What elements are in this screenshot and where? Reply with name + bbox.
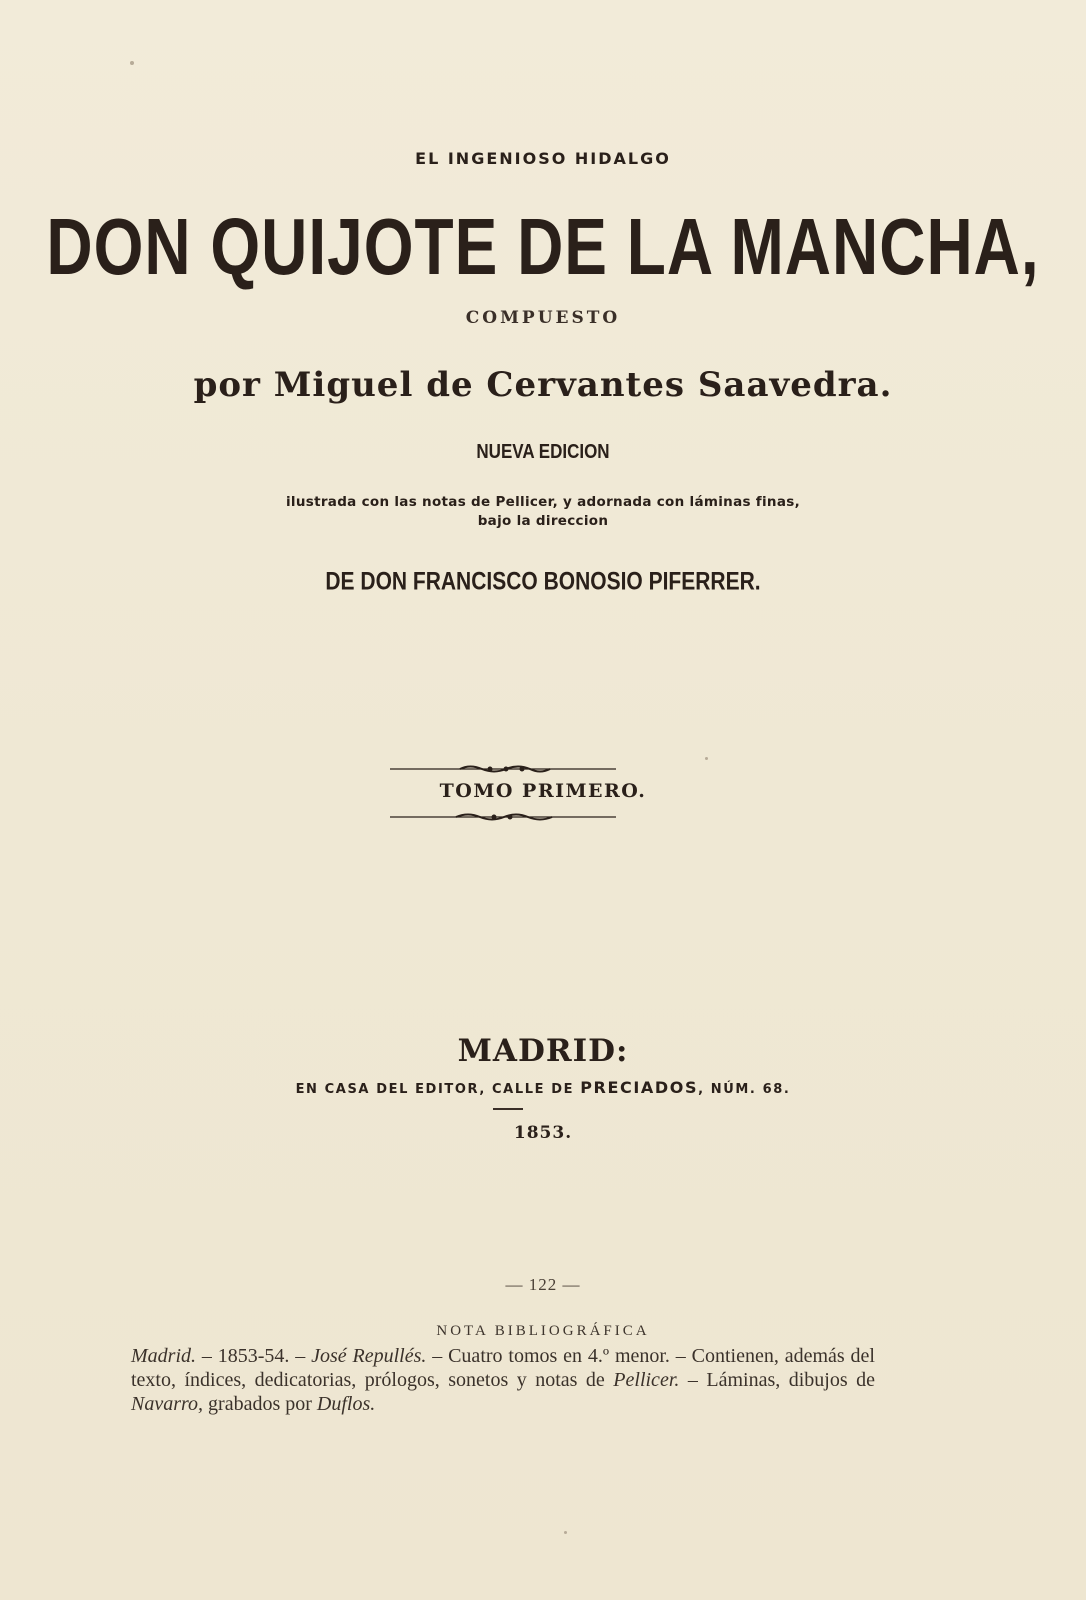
note-text3: grabados por [203, 1393, 317, 1415]
page-number: — 122 — [505, 1275, 581, 1294]
edition-notes [0, 493, 1086, 531]
ornamental-rule-top [390, 764, 616, 774]
imprint-city: MADRID: [457, 1033, 629, 1069]
volume-label: TOMO PRIMERO. [439, 780, 647, 802]
imprint-address [0, 1078, 1086, 1097]
note-heading: NOTA BIBLIOGRÁFICA [436, 1323, 650, 1339]
edition-line: NUEVA EDICION [476, 440, 610, 463]
imprint-year: 1853. [513, 1123, 573, 1143]
note-illustrator: Navarro, [131, 1393, 204, 1415]
director-line: DE DON FRANCISCO BONOSIO PIFERRER. [325, 568, 761, 596]
note-text1: – Cuatro tomos en 4.º menor. – Contienen, además del texto, índices, dedicatorias, prólogos, sonetos y notas de [131, 1345, 875, 1391]
author-line: por Miguel de Cervantes Saavedra. [193, 365, 893, 405]
note-engraver: Duflos. [316, 1393, 376, 1415]
note-printer: José Repullés. [311, 1345, 427, 1367]
paper-speck [564, 1531, 567, 1534]
note-years: – 1853-54. – [196, 1345, 312, 1367]
edition-notes-line1: ilustrada con las notas de Pellicer, y adornada con láminas finas, [285, 494, 800, 510]
note-text2: – Láminas, dibujos de [679, 1369, 875, 1391]
main-title: DON QUIJOTE DE LA MANCHA, [46, 201, 1040, 292]
imprint-rule [493, 1108, 523, 1110]
compuesto-line: COMPUESTO [465, 308, 621, 328]
imprint-street: PRECIADOS [580, 1078, 699, 1097]
paper-speck [705, 757, 708, 760]
paper-speck [130, 61, 134, 65]
note-annotator: Pellicer. [613, 1369, 680, 1391]
title-kicker: EL INGENIOSO HIDALGO [415, 149, 671, 168]
imprint-address-a: EN CASA DEL EDITOR, CALLE DE [295, 1082, 581, 1097]
note-body [131, 1344, 875, 1416]
ornamental-rule-bottom [390, 812, 616, 822]
note-place: Madrid. [131, 1345, 196, 1367]
imprint-address-c: , NÚM. 68. [698, 1082, 791, 1097]
edition-notes-line2: bajo la direccion [477, 513, 609, 529]
